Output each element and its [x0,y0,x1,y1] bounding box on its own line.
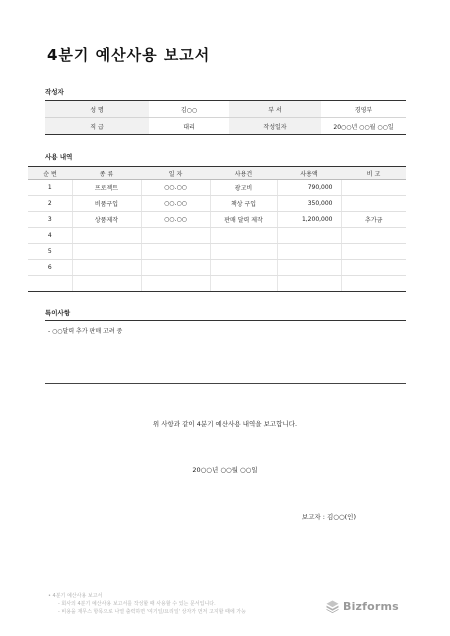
cell-date: ○○.○○ [141,180,210,196]
cell-number: 1 [28,180,72,196]
usage-table [28,166,406,292]
cell-type [72,260,141,276]
cell-remarks [341,244,406,260]
cell-amount [277,228,341,244]
report-date: 20○○년 ○○월 ○○일 [192,466,258,474]
cell-amount [277,276,341,292]
notes-section-label: 특이사항 [45,309,71,317]
cell-number [28,276,72,292]
col-header-amount: 사용액 [277,167,341,180]
cell-type: 프로젝트 [72,180,141,196]
name-label: 성 명 [45,101,149,118]
cell-item [210,276,277,292]
writer-table [45,100,406,135]
cell-item: 판매 달력 제작 [210,212,277,228]
rank-label: 직 급 [45,118,149,135]
cell-date [141,276,210,292]
usage-section-label: 사용 내역 [45,153,73,161]
table-row [28,212,406,228]
notes-bottom-rule [45,383,406,384]
cell-date: ○○.○○ [141,196,210,212]
table-row [28,260,406,276]
cell-amount [277,260,341,276]
date-label: 작성일자 [229,118,321,135]
table-row [28,196,406,212]
cell-type [72,244,141,260]
col-header-type: 종 류 [72,167,141,180]
bizforms-logo-icon [326,600,339,613]
rank-value: 대리 [149,118,229,135]
name-value: 김○○ [149,101,229,118]
cell-type: 비품구입 [72,196,141,212]
footer-line: - 비용을 재무스 항목으로 나열 출력하면 '여기일/요리일' 상자가 먼저 고지할 때에 가능 [58,609,246,615]
cell-date [141,244,210,260]
report-statement: 위 사항과 같이 4분기 예산사용 내역을 보고합니다. [152,420,298,428]
cell-remarks [341,180,406,196]
cell-number: 2 [28,196,72,212]
writer-row [45,118,406,135]
col-header-number: 순 번 [28,167,72,180]
table-row [28,276,406,292]
cell-remarks [341,276,406,292]
cell-item [210,228,277,244]
writer-row [45,101,406,118]
col-header-date: 일 자 [141,167,210,180]
cell-remarks [341,196,406,212]
cell-remarks: 추가금 [341,212,406,228]
department-value: 경영부 [321,101,406,118]
cell-item [210,244,277,260]
cell-amount: 1,200,000 [277,212,341,228]
cell-type: 상품제작 [72,212,141,228]
col-header-item: 사용건 [210,167,277,180]
document-title: 4분기 예산사용 보고서 [47,46,211,64]
cell-type [72,228,141,244]
cell-amount: 350,000 [277,196,341,212]
cell-date [141,260,210,276]
cell-remarks [341,228,406,244]
date-value: 20○○년 ○○월 ○○일 [321,118,406,135]
cell-amount [277,244,341,260]
brand-name: Bizforms [343,600,399,613]
cell-number: 4 [28,228,72,244]
cell-item [210,260,277,276]
footer-note [48,592,246,616]
cell-date: ○○.○○ [141,212,210,228]
cell-number: 3 [28,212,72,228]
footer-line: • 4분기 예산사용 보고서 [48,593,103,599]
reporter-signature: 보고자 : 김○○(인) [301,513,356,521]
footer-line: - 회사의 4분기 예산사용 보고서를 작성할 때 사용할 수 있는 문서입니다. [58,601,216,607]
notes-text: - ○○달력 추가 판매 고려 중 [48,328,123,335]
table-row [28,244,406,260]
cell-date [141,228,210,244]
cell-number: 6 [28,260,72,276]
table-row [28,180,406,196]
notes-top-rule [45,320,406,321]
writer-section-label: 작성자 [45,88,64,96]
cell-type [72,276,141,292]
col-header-remarks: 비 고 [341,167,406,180]
usage-header-row [28,167,406,180]
cell-item: 광고비 [210,180,277,196]
cell-number: 5 [28,244,72,260]
cell-remarks [341,260,406,276]
brand-logo [326,600,399,613]
department-label: 부 서 [229,101,321,118]
cell-item: 책상 구입 [210,196,277,212]
cell-amount: 790,000 [277,180,341,196]
table-row [28,228,406,244]
